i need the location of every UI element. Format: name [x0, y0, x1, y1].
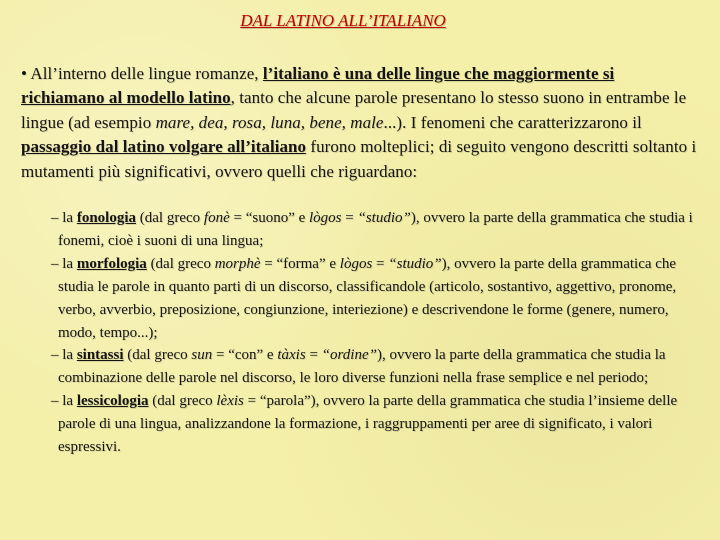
item-text: = [341, 210, 358, 226]
intro-text: furono molteplici; di seguito vengono descritti soltanto i mutamenti più significativi, ovvero quelli che riguardano: [21, 137, 697, 181]
item-term: morfologia [76, 255, 147, 272]
item-term: fonologia [76, 210, 137, 226]
item-text: – la [51, 210, 77, 226]
item-greek-word: “studio” [388, 255, 442, 272]
item-text: (dal greco [136, 210, 204, 226]
list-item [51, 390, 698, 459]
item-text: = [305, 347, 322, 364]
intro-text: ...). I fenomeni che caratterizzarono il [383, 112, 642, 132]
item-greek-word: tàxis [277, 347, 306, 364]
item-text: = “suono” e [229, 210, 310, 226]
item-greek-word: “studio” [357, 210, 411, 226]
item-text: – la [51, 255, 77, 272]
item-term: sintassi [76, 347, 124, 364]
intro-text: , tanto che alcune parole presentano lo stesso suono in entrambe le lingue (ad esempio [21, 88, 687, 132]
item-text: = “con” e [212, 347, 278, 364]
item-greek-word: lògos [339, 255, 373, 272]
item-greek-word: “ordine” [321, 347, 377, 364]
item-text: = “parola”), ovvero la parte della grammatica che studia l’insieme delle parole di una lingua, analizzandone la formazione, i raggruppamenti per aree di significato, i valori espressivi. [58, 393, 678, 456]
item-text: (dal greco [148, 393, 217, 410]
item-text: ), ovvero la parte della grammatica che studia i fonemi, cioè i suoni di una lingua; [58, 210, 693, 249]
item-term: lessicologia [76, 393, 149, 410]
item-greek-word: lògos [309, 210, 342, 226]
item-greek-word: morphè [214, 255, 261, 272]
list-item [51, 207, 698, 253]
item-text: ), ovvero la parte della grammatica che studia le parole in quanto parti di un discorso, classificandole (articolo, sostantivo, aggettivo, pronome, verbo, avverbio, preposizione, congiunzione, interiezione) e descrivendone le forme (genere, numero, modo, tempo...); [58, 255, 677, 341]
item-text: – la [51, 393, 77, 410]
intro-paragraph [21, 62, 701, 184]
item-text: (dal greco [123, 347, 192, 364]
intro-highlight: l’italiano è una delle lingue che maggiormente si richiamano al modello latino [21, 64, 615, 108]
item-text: (dal greco [146, 255, 215, 272]
slide-title: DAL LATINO ALL’ITALIANO [240, 11, 446, 30]
item-text: ), ovvero la parte della grammatica che studia la combinazione delle parole nel discorso, le loro diverse funzioni nella frase semplice e nel periodo; [58, 347, 666, 387]
item-greek-word: lèxis [216, 393, 244, 410]
item-text: = “forma” e [260, 255, 340, 272]
intro-examples: mare, dea, rosa, luna, bene, male [155, 112, 384, 132]
item-text: – la [51, 347, 77, 364]
item-text: = [372, 255, 389, 272]
intro-text: • All’interno delle lingue romanze, [21, 64, 263, 83]
topic-list [51, 207, 698, 459]
list-item [51, 253, 698, 345]
item-greek-word: fonè [203, 210, 230, 226]
list-item [51, 344, 698, 390]
item-greek-word: sun [191, 347, 213, 364]
intro-highlight: passaggio dal latino volgare all’italiano [21, 137, 307, 157]
